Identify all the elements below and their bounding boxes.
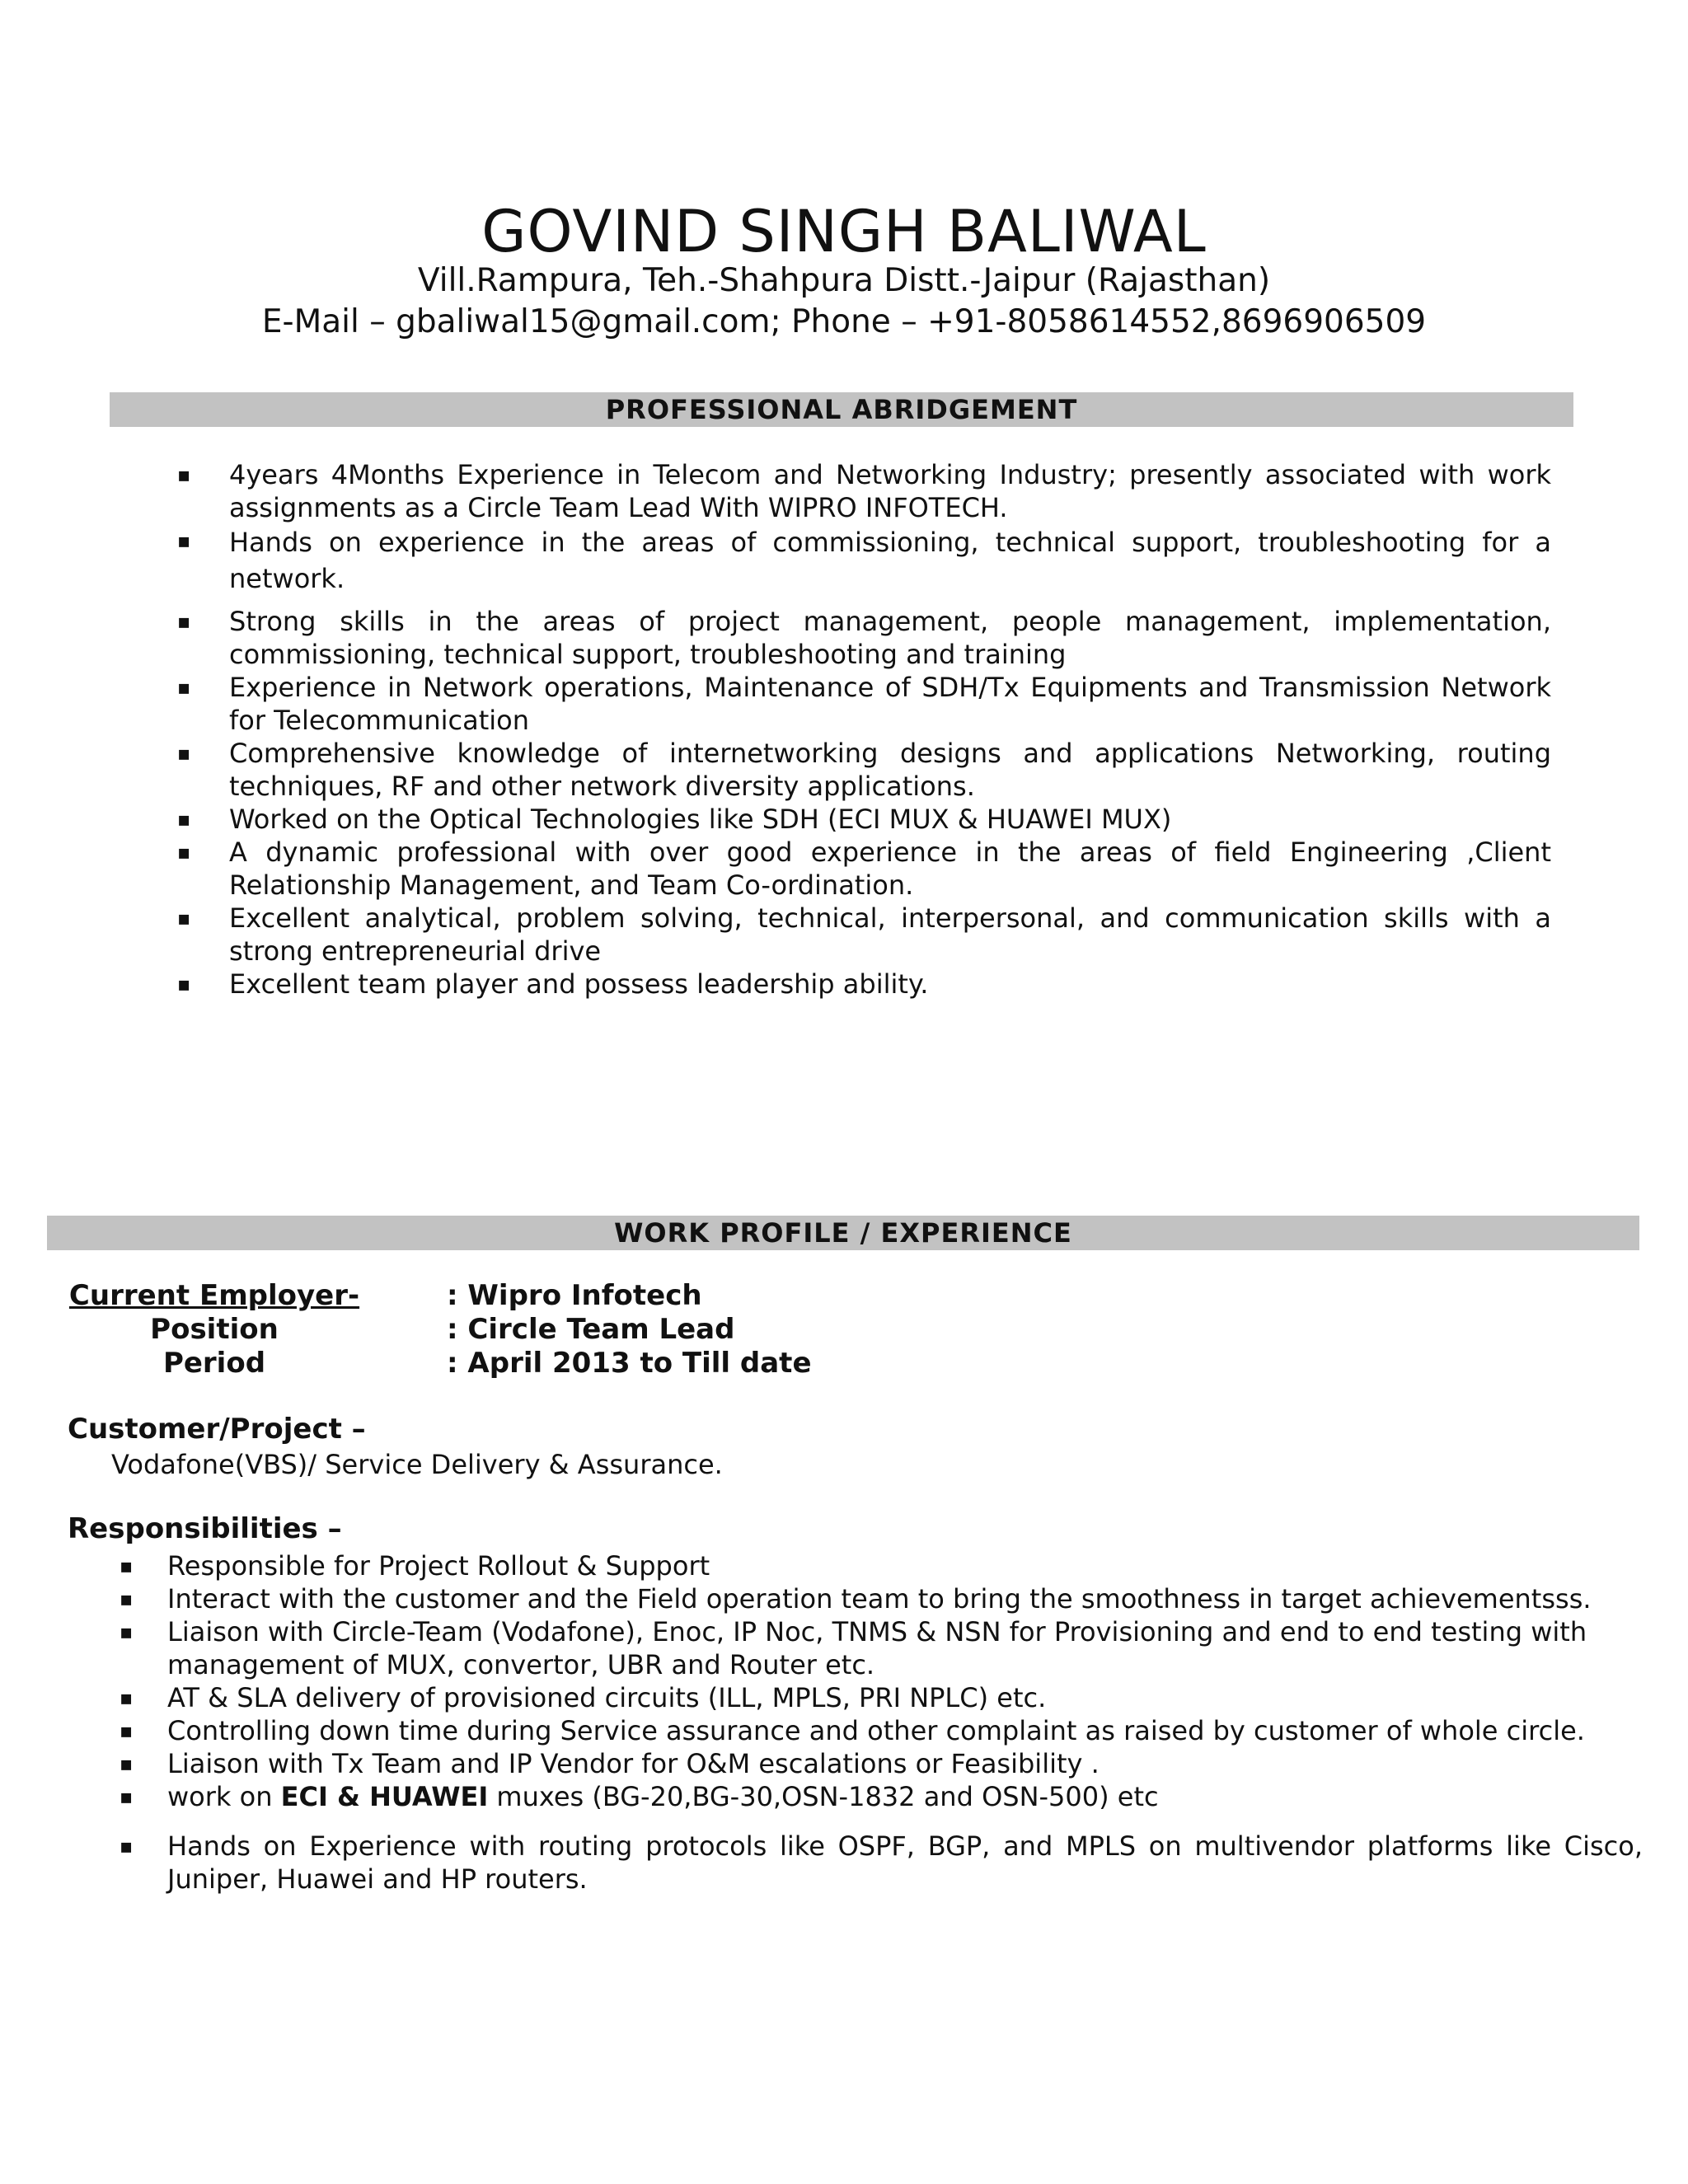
customer-label: Customer/Project –	[68, 1413, 366, 1446]
bullet-icon: ▪	[177, 463, 191, 486]
customer-value: Vodafone(VBS)/ Service Delivery & Assurance.	[111, 1449, 723, 1480]
list-item: ▪ Excellent analytical, problem solving, technical, interpersonal, and communication skills with a strong entrepreneurial drive	[177, 902, 1551, 967]
list-item: ▪ Comprehensive knowledge of internetworking designs and applications Networking, routing techniques, RF and other network diversity applications.	[177, 738, 1551, 802]
list-item: ▪ Responsible for Project Rollout & Support	[120, 1550, 710, 1582]
employer-row	[0, 1279, 1688, 1317]
list-item: ▪ Liaison with Tx Team and IP Vendor for O&M escalations or Feasibility .	[120, 1748, 1100, 1779]
bullet-icon: ▪	[177, 907, 191, 930]
bullet-icon: ▪	[177, 529, 191, 552]
list-item: ▪ 4years 4Months Experience in Telecom and Networking Industry; presently associated with work assignments as a Circle Team Lead With WIPRO INFOTECH.	[177, 459, 1551, 523]
bullet-icon: ▪	[177, 972, 191, 996]
list-item: ▪ Liaison with Circle-Team (Vodafone), Enoc, IP Noc, TNMS & NSN for Provisioning and end to end testing with management of MUX, convertor, UBR and Router etc.	[120, 1616, 1587, 1680]
list-item: ▪ Controlling down time during Service assurance and other complaint as raised by customer of whole circle.	[120, 1715, 1585, 1746]
list-item: ▪ Interact with the customer and the Field operation team to bring the smoothness in target achievementsss.	[120, 1583, 1592, 1615]
period-value: : April 2013 to Till date	[447, 1347, 812, 1380]
list-item: ▪ Excellent team player and possess leadership ability.	[177, 968, 929, 1000]
bullet-icon: ▪	[177, 808, 191, 831]
professional-section-header: PROFESSIONAL ABRIDGEMENT	[110, 392, 1573, 427]
period-label: Period	[162, 1347, 266, 1380]
bullet-icon: ▪	[177, 610, 191, 633]
list-item: ▪ Hands on Experience with routing protocols like OSPF, BGP, and MPLS on multivendor platforms like Cisco, Juniper, Huawei and HP routers.	[120, 1830, 1643, 1895]
bullet-icon: ▪	[120, 1620, 134, 1643]
list-item: ▪ Worked on the Optical Technologies like SDH (ECI MUX & HUAWEI MUX)	[177, 804, 1172, 835]
period-row	[0, 1347, 1688, 1385]
responsibilities-label: Responsibilities –	[68, 1512, 342, 1545]
bullet-icon: ▪	[120, 1554, 134, 1577]
list-item: ▪ Strong skills in the areas of project management, people management, implementation, commissioning, technical support, troubleshooting and training	[177, 606, 1551, 670]
position-row	[0, 1313, 1688, 1351]
position-label: Position	[150, 1313, 279, 1346]
bullet-icon: ▪	[177, 676, 191, 699]
bullet-icon: ▪	[120, 1752, 134, 1775]
employer-value: : Wipro Infotech	[447, 1279, 702, 1312]
bullet-icon: ▪	[120, 1686, 134, 1709]
list-item: ▪ A dynamic professional with over good experience in the areas of field Engineering ,Client Relationship Management, and Team Co-ordination.	[177, 837, 1551, 901]
work-section-header: WORK PROFILE / EXPERIENCE	[47, 1216, 1639, 1250]
list-item: ▪ AT & SLA delivery of provisioned circuits (ILL, MPLS, PRI NPLC) etc.	[120, 1682, 1047, 1713]
list-item: ▪ Experience in Network operations, Maintenance of SDH/Tx Equipments and Transmission Network for Telecommunication	[177, 672, 1551, 736]
responsibilities-list	[120, 1549, 1643, 1896]
list-item: ▪ Hands on experience in the areas of commissioning, technical support, troubleshooting for a network.	[229, 524, 1551, 597]
bullet-icon: ▪	[120, 1785, 134, 1808]
bullet-icon: ▪	[120, 1835, 134, 1858]
bullet-icon: ▪	[177, 841, 191, 864]
candidate-address: Vill.Rampura, Teh.-Shahpura Distt.-Jaipur (Rajasthan)	[417, 262, 1271, 299]
candidate-name: GOVIND SINGH BALIWAL	[481, 198, 1207, 265]
candidate-contact: E-Mail – gbaliwal15@gmail.com; Phone – +91-8058614552,8696906509	[261, 303, 1427, 340]
professional-list	[177, 458, 1551, 1001]
bullet-icon: ▪	[120, 1587, 134, 1610]
list-item: ▪ work on ECI & HUAWEI muxes (BG-20,BG-30,OSN-1832 and OSN-500) etc	[120, 1781, 1159, 1812]
position-value: : Circle Team Lead	[447, 1313, 735, 1346]
employer-label: Current Employer-	[68, 1279, 360, 1312]
bullet-icon: ▪	[120, 1719, 134, 1742]
bullet-icon: ▪	[177, 742, 191, 765]
